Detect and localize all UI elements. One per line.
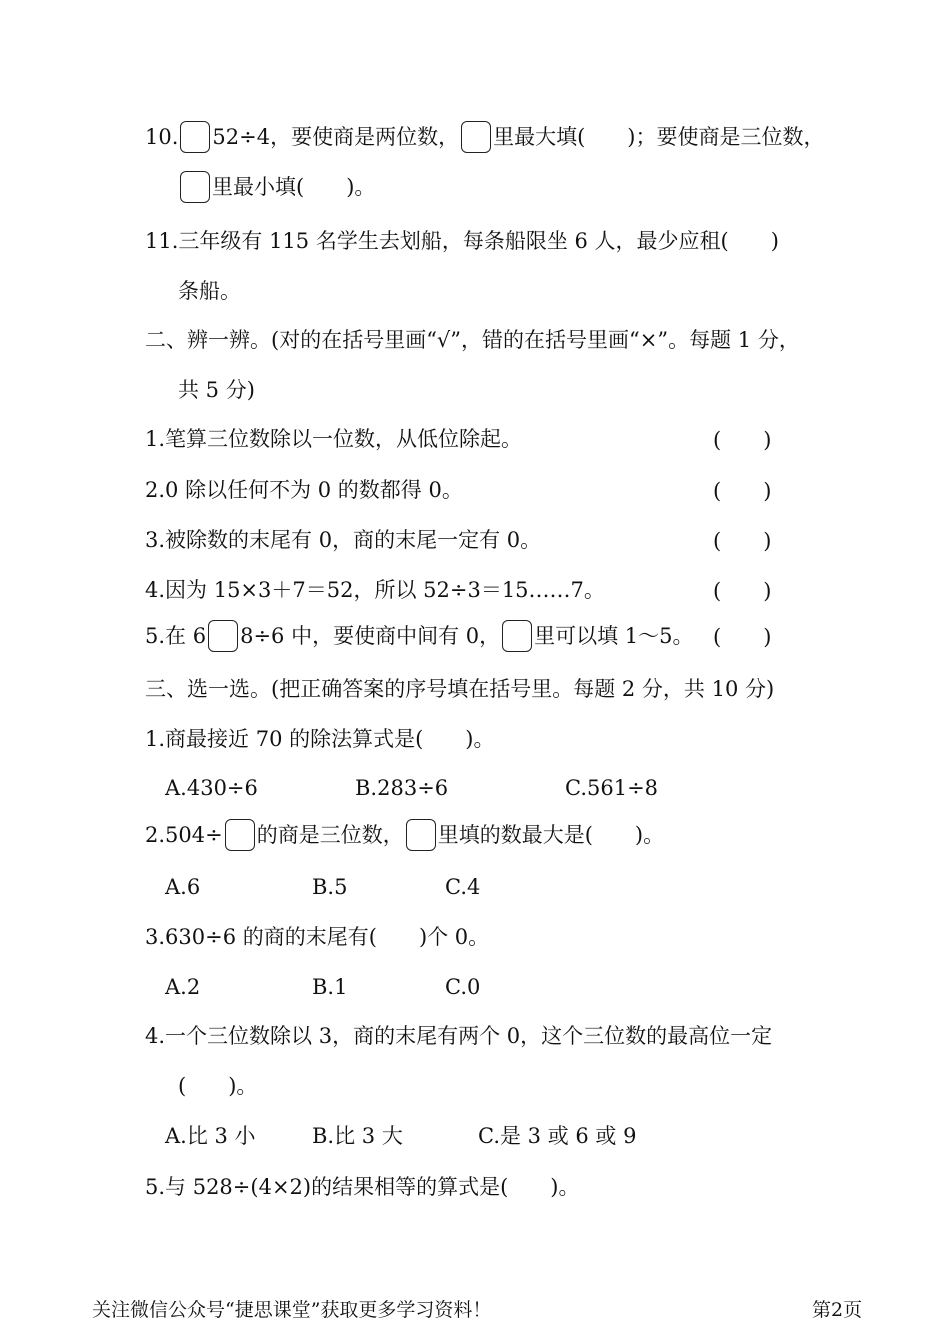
q10-text-part1: 52÷4，要使商是两位数，: [212, 125, 460, 149]
option-b: B.5: [312, 875, 348, 899]
choice-question-2: 2.504÷ 的商是三位数， 里填的数最大是( )。: [145, 820, 664, 850]
answer-parentheses: ( ): [713, 579, 772, 603]
blank-box: [180, 121, 210, 153]
question-10-line1: [145, 122, 824, 152]
option-a: A.2: [165, 975, 201, 999]
section3-heading: 三、选一选。(把正确答案的序号填在括号里。每题 2 分，共 10 分): [145, 677, 775, 701]
option-c: C.0: [445, 975, 481, 999]
blank-box: [502, 620, 532, 652]
q10-text-part2: 里最大填( )；要使商是三位数，: [493, 125, 825, 149]
judge-item-3: 3.被除数的末尾有 0，商的末尾一定有 0。: [145, 528, 542, 552]
option-b: B.1: [312, 975, 348, 999]
choice-question-3: 3.630÷6 的商的末尾有( )个 0。: [145, 925, 490, 949]
choice-question-4-line1: 4.一个三位数除以 3，商的末尾有两个 0，这个三位数的最高位一定: [145, 1024, 773, 1048]
question-10-line2: [178, 172, 375, 202]
blank-box: [406, 819, 436, 851]
option-a: A.6: [165, 875, 201, 899]
footer-note: 关注微信公众号“捷思课堂”获取更多学习资料！: [92, 1299, 492, 1321]
choice-question-1: 1.商最接近 70 的除法算式是( )。: [145, 727, 495, 751]
question-11-line1: 11.三年级有 115 名学生去划船，每条船限坐 6 人，最少应租( ): [145, 229, 779, 253]
option-c: C.是 3 或 6 或 9: [478, 1124, 637, 1148]
question-11-line2: 条船。: [178, 279, 241, 303]
judge-item-5: 5.在 6 8÷6 中，要使商中间有 0， 里可以填 1～5。: [145, 621, 694, 651]
judge-item-1: 1.笔算三位数除以一位数，从低位除起。: [145, 427, 523, 451]
choice-question-5: 5.与 528÷(4×2)的结果相等的算式是( )。: [145, 1175, 580, 1199]
option-c: C.4: [445, 875, 481, 899]
answer-parentheses: ( ): [713, 625, 772, 649]
judge-item-2: 2.0 除以任何不为 0 的数都得 0。: [145, 478, 463, 502]
blank-box: [225, 819, 255, 851]
option-b: B.比 3 大: [312, 1124, 403, 1148]
answer-parentheses: ( ): [713, 479, 772, 503]
judge-item-4: 4.因为 15×3＋7＝52，所以 52÷3＝15……7。: [145, 578, 605, 602]
q10-number: 10.: [145, 125, 179, 149]
option-b: B.283÷6: [355, 776, 449, 800]
answer-parentheses: ( ): [713, 428, 772, 452]
option-a: A.430÷6: [165, 776, 258, 800]
section2-heading-line1: 二、辨一辨。(对的在括号里画“√”，错的在括号里画“×”。每题 1 分，: [145, 328, 800, 352]
blank-box: [461, 121, 491, 153]
q10-text-line2: 里最小填( )。: [212, 175, 376, 199]
section2-heading-line2: 共 5 分): [178, 378, 255, 402]
blank-box: [180, 171, 210, 203]
answer-parentheses: ( ): [713, 529, 772, 553]
blank-box: [208, 620, 238, 652]
option-c: C.561÷8: [565, 776, 659, 800]
option-a: A.比 3 小: [165, 1124, 256, 1148]
choice-question-4-line2: ( )。: [178, 1074, 258, 1098]
page-number: 第2页: [812, 1299, 863, 1321]
